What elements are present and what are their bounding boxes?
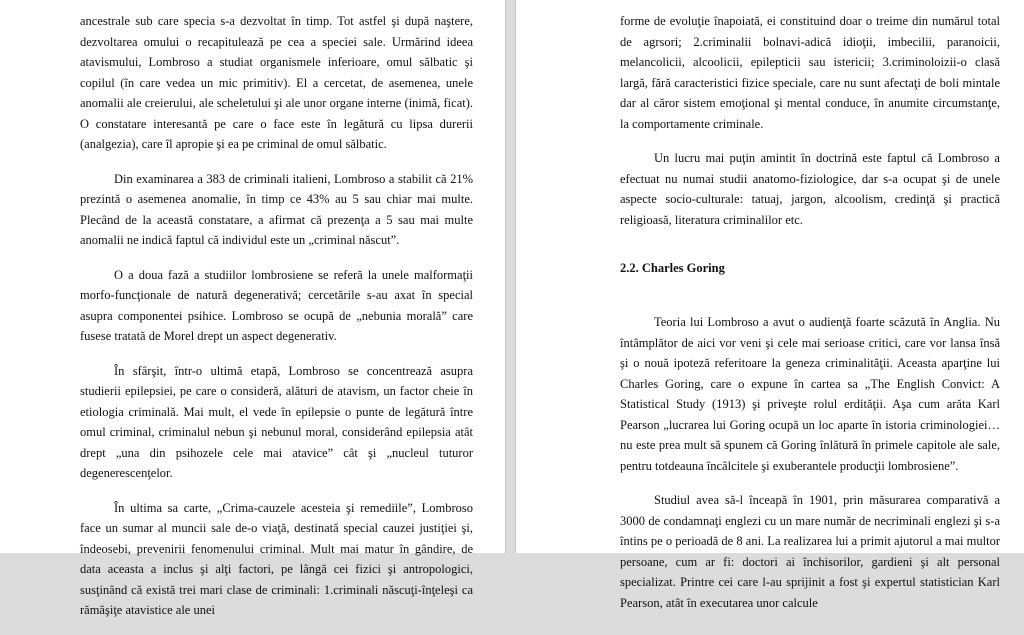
paragraph: În sfârşit, într-o ultimă etapă, Lombroso se concentrează asupra studierii epilepsiei, pe care o consideră, alături de atavism, un factor cheie în etiologia criminală. Mai mult, el vede în epilepsie o punte de legătură între omul criminal, criminalul nebun şi nebunul moral, considerând epilepsia atât drept „una din psihozele cele mai atavice” cât şi „nucleul tuturor degenerescenţelor. [80, 363, 473, 480]
paragraph: Teoria lui Lombroso a avut o audienţă foarte scăzută în Anglia. Nu întâmplător de aici vor veni şi cele mai serioase critici, care vor lansa însă şi o nouă ipoteză referitoare la geneza criminalităţii. Aceasta aparţine lui Charles Goring, care o expune în cartea sa „The English Convict: A Statistical Study (1913) şi priveşte rolul erdităţii. Aşa cum arăta Karl Pearson „lucrarea lui Goring ocupă un loc aparte în istoria criminologiei… nu este prea mult să spunem că Goring înlătură în primele capitole ale sale, pentru totdeauna încâlcitele şi exuberantele producţii lombrosiene”. [620, 315, 1000, 473]
paragraph: forme de evoluţie înapoiată, ei constituind doar o treime din numărul total de agrsori; 2.criminalii bolnavi-adică idioţii, imbecilii, paranoicii, melancolicii, alcoolicii, epilepticii sau istericii; 3.criminoloizii-o clasă largă, fără caracteristici fizice speciale, care nu sunt afectaţi de boli mintale dar al căror sistem emoţional şi mental conduce, în anumite circumstanţe, la comportamente criminale. [620, 14, 1000, 131]
paragraph: Un lucru mai puţin amintit în doctrină este faptul că Lombroso a efectuat nu numai studii anatomo-fiziologice, dar s-a ocupat şi de unele aspecte socio-culturale: tatuaj, jargon, alcoolism, credinţă şi practică religioasă, literatura criminalilor etc. [620, 151, 1000, 227]
left-text-column [80, 12, 473, 635]
paragraph: Studiul avea să-l înceapă în 1901, prin măsurarea comparativă a 3000 de condamnaţi englezi cu un mare număr de necriminali englezi şi s-a întins pe o perioadă de 8 ani. La realizarea lui a primit ajutorul a mai multor persoane, cum ar fi: doctori ai închisorilor, gardieni şi alt personal specializat. Printre cei care l-au sprijinit a fost şi expertul statistician Karl Pearson, atât în executarea unor calcule [620, 493, 1000, 610]
paragraph: În ultima sa carte, „Crima-cauzele acesteia şi remediile”, Lombroso face un sumar al muncii sale de-o viaţă, destinată special cauzei justiţiei şi, îndeosebi, prevenirii fenomenului criminal. Mult mai matur în gândire, de data aceasta a inclus şi alţi factori, pe lângă cei fizici şi antropologici, susţinând că există trei mari clase de criminali: 1.criminali născuţi-înţeleşi ca rămăşiţe atavistice ale unei [80, 500, 473, 617]
paragraph: O a doua fază a studiilor lombrosiene se referă la unele malformaţii morfo-funcţionale de natură degenerativă; cercetările s-au axat în special asupra componentei psihice. Lombroso se ocupă de „nebunia morală” care fusese tratată de Morel drept un aspect degenerativ. [80, 267, 473, 343]
left-page [0, 0, 506, 617]
section-heading: 2.2. Charles Goring [620, 261, 725, 275]
right-text-column [620, 12, 1000, 627]
paragraph: Din examinarea a 383 de criminali italieni, Lombroso a stabilit că 21% prezintă o asemenea anomalie, în timp ce 43% au 5 sau chiar mai multe. Plecând de la această constatare, a afirmat că prezenţa a 5 sau mai multe anomalii ne indică faptul că individul este un „criminal născut”. [80, 171, 473, 247]
right-page [515, 0, 1024, 610]
paragraph: ancestrale sub care specia s-a dezvoltat în timp. Tot astfel şi după naştere, dezvoltarea omului o recapitulează pe cea a speciei sale. Urmărind ideea atavismului, Lombroso a studiat organismele inferioare, omul sălbatic şi copilul (în care vedea un mic primitiv). El a cercetat, de asemenea, unele anomalii ale creierului, ale scheletului şi ale unor organe interne (inimă, ficat). O constatare interesantă pe care o face este în legătură cu lipsa durerii (analgezia), care îl apropie şi ea pe criminal de omul sălbatic. [80, 14, 473, 151]
